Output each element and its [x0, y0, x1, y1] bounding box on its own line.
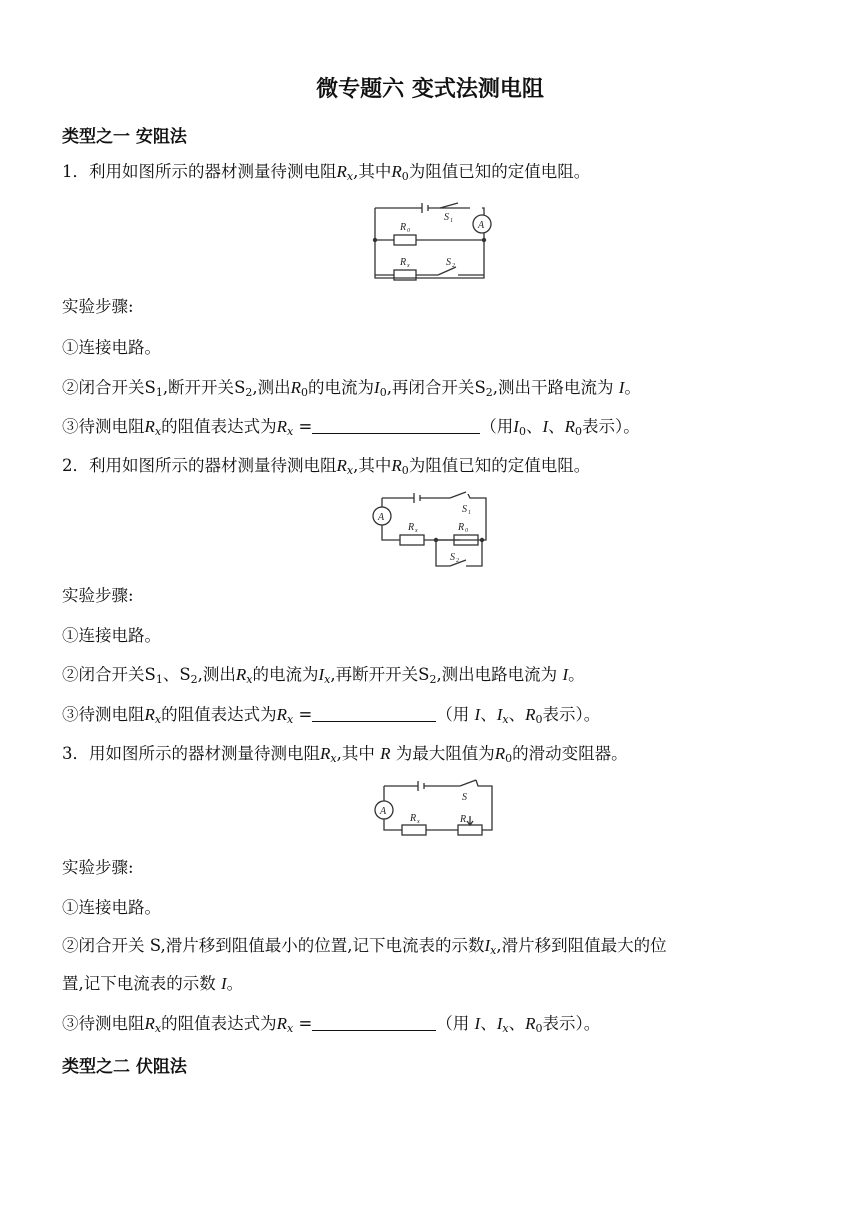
s1-label: S	[444, 212, 449, 223]
s1-label: S	[462, 504, 467, 515]
q2-step2: ②闭合开关S1、S2,测出Rx的电流为Ix,再断开开关S2,测出电路电流为 I。	[62, 665, 585, 686]
q2-stem: 2．利用如图所示的器材测量待测电阻Rx,其中R0为阻值已知的定值电阻。	[62, 456, 591, 477]
q3-step3: ③待测电阻Rx的阻值表达式为Rx = （用 I、Ix、R0表示）。	[62, 1014, 601, 1035]
svg-text:1: 1	[468, 510, 471, 516]
svg-text:x: x	[407, 263, 410, 269]
rx-label: R	[410, 813, 417, 824]
s2-label: S	[450, 552, 455, 563]
q2-step1: ①连接电路。	[62, 626, 161, 645]
q2-steps-label: 实验步骤:	[62, 586, 134, 605]
page-title: 微专题六 变式法测电阻	[316, 77, 544, 102]
section-heading-ammeter-method: 类型之一 安阻法	[62, 127, 187, 147]
rx-label: R	[400, 257, 407, 268]
ammeter-label: A	[380, 806, 387, 817]
r0-label: R	[400, 222, 407, 233]
q1-step1: ①连接电路。	[62, 338, 161, 357]
rx-label: R	[408, 522, 415, 533]
q3-step1: ①连接电路。	[62, 898, 161, 917]
answer-blank[interactable]	[312, 1014, 436, 1031]
circuit-diagram-1	[370, 200, 500, 286]
q1-step3: ③待测电阻Rx的阻值表达式为Rx = （用I0、I、R0表示）。	[62, 417, 640, 438]
circuit-diagram-2	[370, 490, 495, 570]
q1-step2: ②闭合开关S1,断开开关S2,测出R0的电流为I0,再闭合开关S2,测出干路电流为 I。	[62, 378, 641, 399]
svg-text:x: x	[415, 528, 418, 534]
junction-dot	[373, 238, 377, 242]
answer-blank[interactable]	[312, 705, 436, 722]
ammeter-label: A	[478, 220, 485, 231]
junction-dot	[434, 538, 438, 542]
circuit-diagram-3	[370, 778, 495, 842]
q3-steps-label: 实验步骤:	[62, 858, 134, 877]
svg-text:x: x	[417, 819, 420, 825]
q3-step2: ②闭合开关 S,滑片移到阻值最小的位置,记下电流表的示数Ix,滑片移到阻值最大的位	[62, 936, 667, 957]
switch-label: S	[462, 792, 467, 803]
rheostat-label: R	[460, 814, 467, 825]
ammeter-label: A	[378, 512, 385, 523]
svg-text:2: 2	[452, 263, 455, 269]
junction-dot	[482, 238, 486, 242]
q1-steps-label: 实验步骤:	[62, 297, 134, 316]
section-heading-voltmeter-method: 类型之二 伏阻法	[62, 1057, 187, 1077]
svg-text:0: 0	[465, 528, 468, 534]
svg-text:2: 2	[456, 558, 459, 564]
q3-stem: 3．用如图所示的器材测量待测电阻Rx,其中 R 为最大阻值为R0的滑动变阻器。	[62, 744, 628, 765]
q2-step3: ③待测电阻Rx的阻值表达式为Rx = （用 I、Ix、R0表示）。	[62, 705, 601, 726]
q1-stem: 1．利用如图所示的器材测量待测电阻Rx,其中R0为阻值已知的定值电阻。	[62, 162, 591, 183]
q3-step2-cont: 置,记下电流表的示数 I。	[62, 974, 244, 993]
r0-label: R	[458, 522, 465, 533]
s2-label: S	[446, 257, 451, 268]
answer-blank[interactable]	[312, 417, 480, 434]
svg-text:0: 0	[407, 228, 410, 234]
junction-dot	[480, 538, 484, 542]
svg-text:1: 1	[450, 218, 453, 224]
